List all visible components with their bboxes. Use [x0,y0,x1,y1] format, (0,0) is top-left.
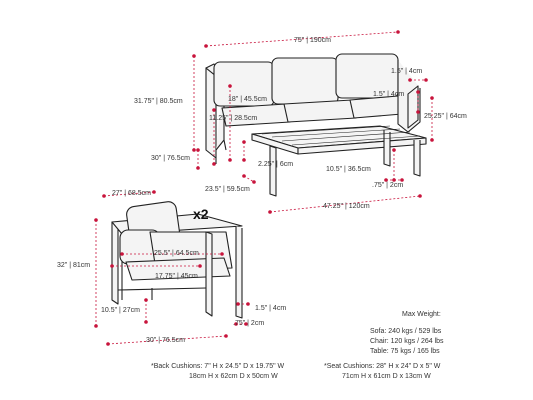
sofa-arm-width-endpoint-1 [408,78,412,82]
sofa-seat-depth-label: 23.5" | 59.5cm [205,186,250,193]
chair-seat-width-endpoint-1 [120,252,124,256]
chair-frame-thickness-label: 1.5" | 4cm [255,305,287,312]
table-height-endpoint-1 [392,148,396,152]
sofa-arm-width-label: 1.5" | 4cm [391,68,423,75]
table-depth-endpoint-1 [430,96,434,100]
chair-depth-endpoint-1 [102,194,106,198]
sofa-arm-depth-endpoint-2 [416,110,420,114]
sofa-arm-height-endpoint-1 [212,108,216,112]
chair-width-endpoint-1 [106,342,110,346]
sofa-arm-depth-endpoint-1 [416,90,420,94]
max-weight-chair: Chair: 120 kgs / 264 lbs [370,338,444,345]
chair-leg-height-endpoint-2 [144,320,148,324]
chair-frame-thickness-endpoint-2 [246,302,250,306]
sofa-leg-height-endpoint-2 [196,166,200,170]
chair-height-label: 32" | 81cm [57,262,91,269]
chair-quantity-label: x2 [193,206,209,222]
sofa-seat-height-label: 18" | 45.5cm [228,96,267,103]
seat-cushion-note-line1: *Seat Cushions: 28" H x 24" D x 5" W [324,363,441,370]
sofa-arm-width-endpoint-2 [424,78,428,82]
chair-width-label: 30" | 76.5cm [146,337,185,344]
sofa-leg-height-endpoint-1 [196,148,200,152]
sofa-leg-height-label: 30" | 76.5cm [151,155,190,162]
back-cushion-note-line2: 18cm H x 62cm D x 50cm W [189,373,278,380]
sofa-seat-depth-endpoint-2 [252,180,256,184]
sofa-width-endpoint-2 [396,30,400,34]
table-leg-thickness-label: .75" | 2cm [372,182,404,189]
max-weight-sofa: Sofa: 240 kgs / 529 lbs [370,328,442,335]
table-top-thickness-label: 2.25" | 6cm [258,161,294,168]
table-top-thickness-endpoint-1 [242,140,246,144]
sofa-height-label: 31.75" | 80.5cm [134,98,183,105]
chair-leg-height-label: 10.5" | 27cm [101,307,140,314]
seat-cushion-note-line2: 71cm H x 61cm D x 13cm W [342,373,431,380]
table-length-endpoint-1 [268,210,272,214]
sofa-seat-height-endpoint-2 [228,158,232,162]
chair-leg-height-endpoint-1 [144,298,148,302]
max-weight-title: Max Weight: [402,311,441,318]
sofa-height-endpoint-1 [192,54,196,58]
chair-drawing [112,201,242,318]
table-length-label: 47.25" | 120cm [323,203,370,210]
chair-seat-height-label: 17.75" | 45cm [155,273,198,280]
sofa-width-endpoint-1 [204,44,208,48]
chair-height-endpoint-2 [94,324,98,328]
chair-depth-label: 27" | 68.5cm [112,190,151,197]
sofa-arm-height-label: 11.25" | 28.5cm [209,115,258,122]
sofa-seat-depth-endpoint-1 [242,174,246,178]
sofa-width-label: 75" | 190cm [294,37,331,44]
chair-height-endpoint-1 [94,218,98,222]
chair-seat-height-endpoint-2 [198,264,202,268]
chair-seat-width-label: 25.5" | 64.5cm [154,250,199,257]
table-depth-label: 25.25" | 64cm [424,113,467,120]
chair-seat-width-endpoint-2 [220,252,224,256]
chair-frame-thickness-endpoint-1 [236,302,240,306]
chair-width-endpoint-2 [224,334,228,338]
table-length-endpoint-2 [418,194,422,198]
table-top-thickness-endpoint-2 [242,158,246,162]
sofa-height-endpoint-2 [192,148,196,152]
chair-depth-endpoint-2 [152,190,156,194]
sofa-arm-depth-label: 1.5" | 4cm [373,91,405,98]
chair-seat-height-endpoint-1 [110,264,114,268]
table-depth-endpoint-2 [430,138,434,142]
back-cushion-note-line1: *Back Cushions: 7" H x 24.5" D x 19.75" W [151,363,285,370]
sofa-seat-height-endpoint-1 [228,84,232,88]
max-weight-table: Table: 75 kgs / 165 lbs [370,348,440,355]
table-height-label: 10.5" | 36.5cm [326,166,371,173]
sofa-arm-height-endpoint-2 [212,162,216,166]
chair-leg-width-label: .75" | 2cm [233,320,265,327]
